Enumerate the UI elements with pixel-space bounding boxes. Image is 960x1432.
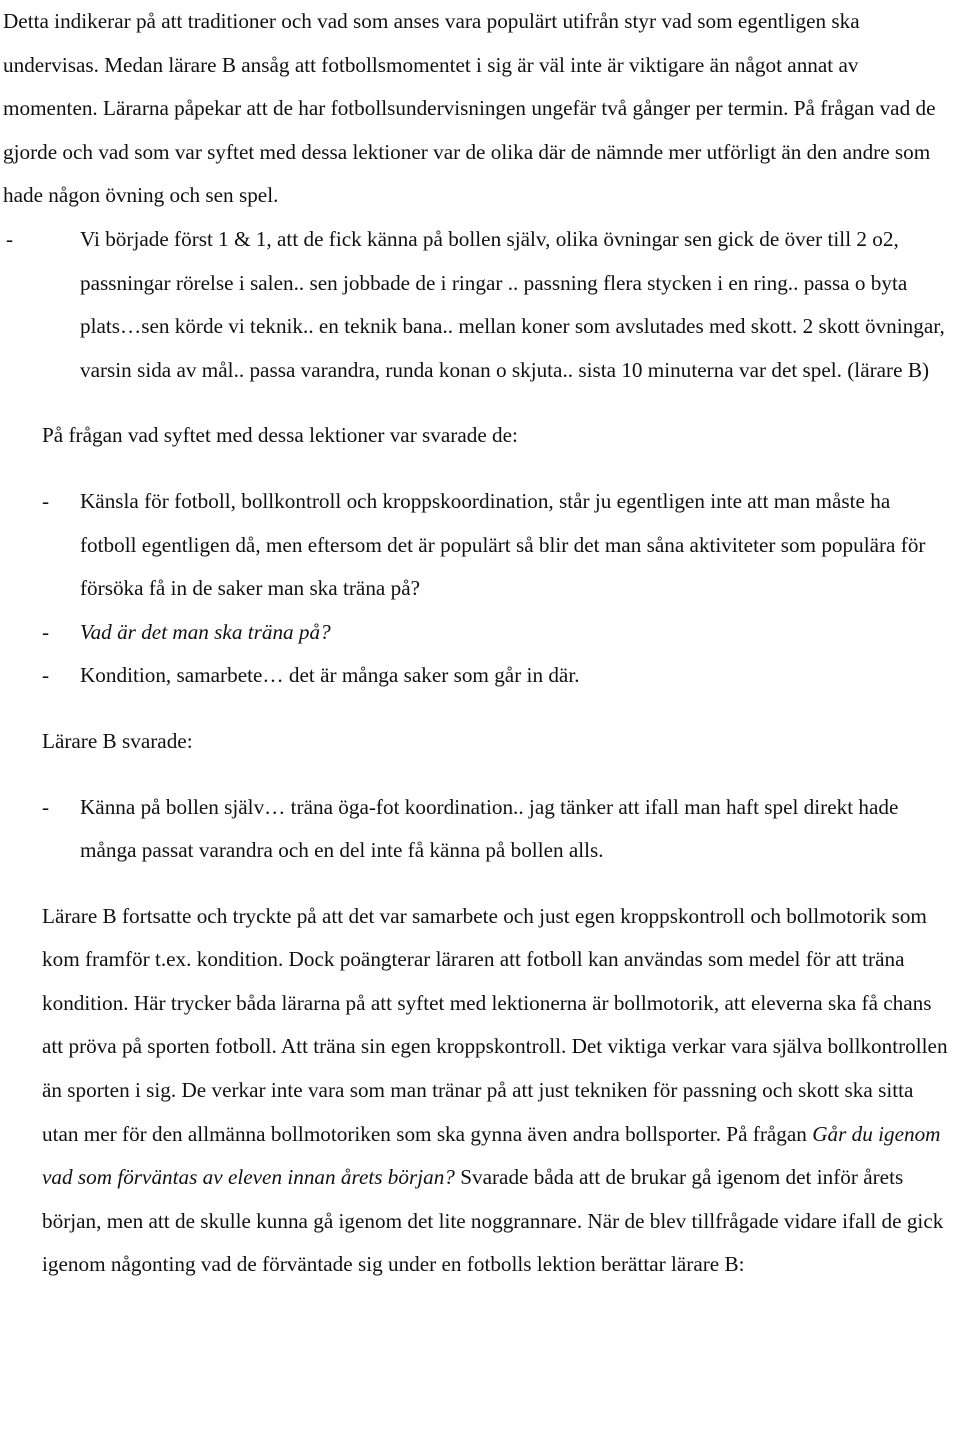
final-text-a: Lärare B fortsatte och tryckte på att det var samarbete och just egen kroppskontroll och bollmotorik som kom framför t.ex. kondition. Dock poängterar läraren att fotboll kan användas som medel för att träna kondition. Här trycker båda lärarna på att syftet med lektionerna är bollmotorik, att eleverna ska få chans att pröva på sporten fotboll. Att träna sin egen kroppskontroll. Det viktiga verkar vara själva bollkontrollen än sporten i sig. De verkar inte vara som man tränar på att just tekniken för passning och skott ska sitta utan mer för den allmänna bollmotoriken som ska gynna även andra bollsporter. På frågan: [42, 903, 948, 1146]
section-heading: På frågan vad syftet med dessa lektioner var svarade de:: [42, 423, 518, 448]
quote-list: [3, 218, 950, 392]
list-item: [42, 480, 950, 611]
intro-text-b: På frågan vad de gjorde och vad som var syftet med dessa lektioner var de olika där de nämnde mer utförligt än den andre som hade någon övning och sen spel.: [3, 96, 936, 208]
intro-paragraph: [3, 0, 950, 218]
dash-bullet: -: [42, 488, 50, 513]
answer-text: Känna på bollen själv… träna öga-fot koordination.. jag tänker att ifall man haft spel direkt hade många passat varandra och en del inte få känna på bollen alls.: [80, 794, 899, 863]
list-item: [42, 654, 950, 698]
answer-text: Känsla för fotboll, bollkontroll och kroppskoordination, står ju egentligen inte att man måste ha fotboll egentligen då, men eftersom det är populärt så blir det man såna aktiviteter som populära för försöka få in de saker man ska träna på?: [80, 488, 926, 601]
quote-text: Vi började först 1 & 1, att de fick känna på bollen själv, olika övningar sen gick de över till 2 o2, passningar rörelse i salen.. sen jobbade de i ringar .. passning flera stycken i en ring.. passa o byta plats…sen körde vi teknik.. en teknik bana.. mellan koner som avslutades med skott. 2 skott övningar, varsin sida av mål.. passa varandra, runda konan o skjuta.. sista 10 minuterna var det spel. (lärare B): [80, 226, 945, 382]
final-question: Går du igenom vad som förväntas av eleven innan årets början?: [42, 1121, 941, 1190]
section-heading: Lärare B svarade:: [42, 728, 193, 753]
dash-bullet: -: [42, 619, 50, 644]
dash-bullet: -: [42, 663, 50, 688]
list-item: [42, 611, 950, 655]
dash-bullet: -: [42, 794, 50, 819]
question-text: Vad är det man ska träna på?: [80, 619, 331, 644]
intro-text-a: Detta indikerar på att traditioner och vad som anses vara populärt utifrån styr vad som egentligen ska undervisas. Medan lärare B ansåg att fotbollsmomentet i sig är väl inte är viktigare än något annat av momenten. Lärarna påpekar att de har fotbollsundervisningen ungefär två gånger per termin.: [3, 9, 860, 121]
answer-text: Kondition, samarbete… det är många saker som går in där.: [80, 663, 580, 688]
dash-bullet: -: [6, 226, 14, 251]
final-text-b: Svarade båda att de brukar gå igenom det inför årets början, men att de skulle kunna gå igenom det lite noggrannare. När de blev tillfrågade vidare ifall de gick igenom någonting vad de förväntade sig under en fotbolls lektion berättar lärare B:: [42, 1165, 944, 1277]
main-body: [3, 414, 950, 1287]
list-item: [42, 786, 950, 873]
final-paragraph: [42, 895, 950, 1287]
list-item: [3, 218, 950, 392]
